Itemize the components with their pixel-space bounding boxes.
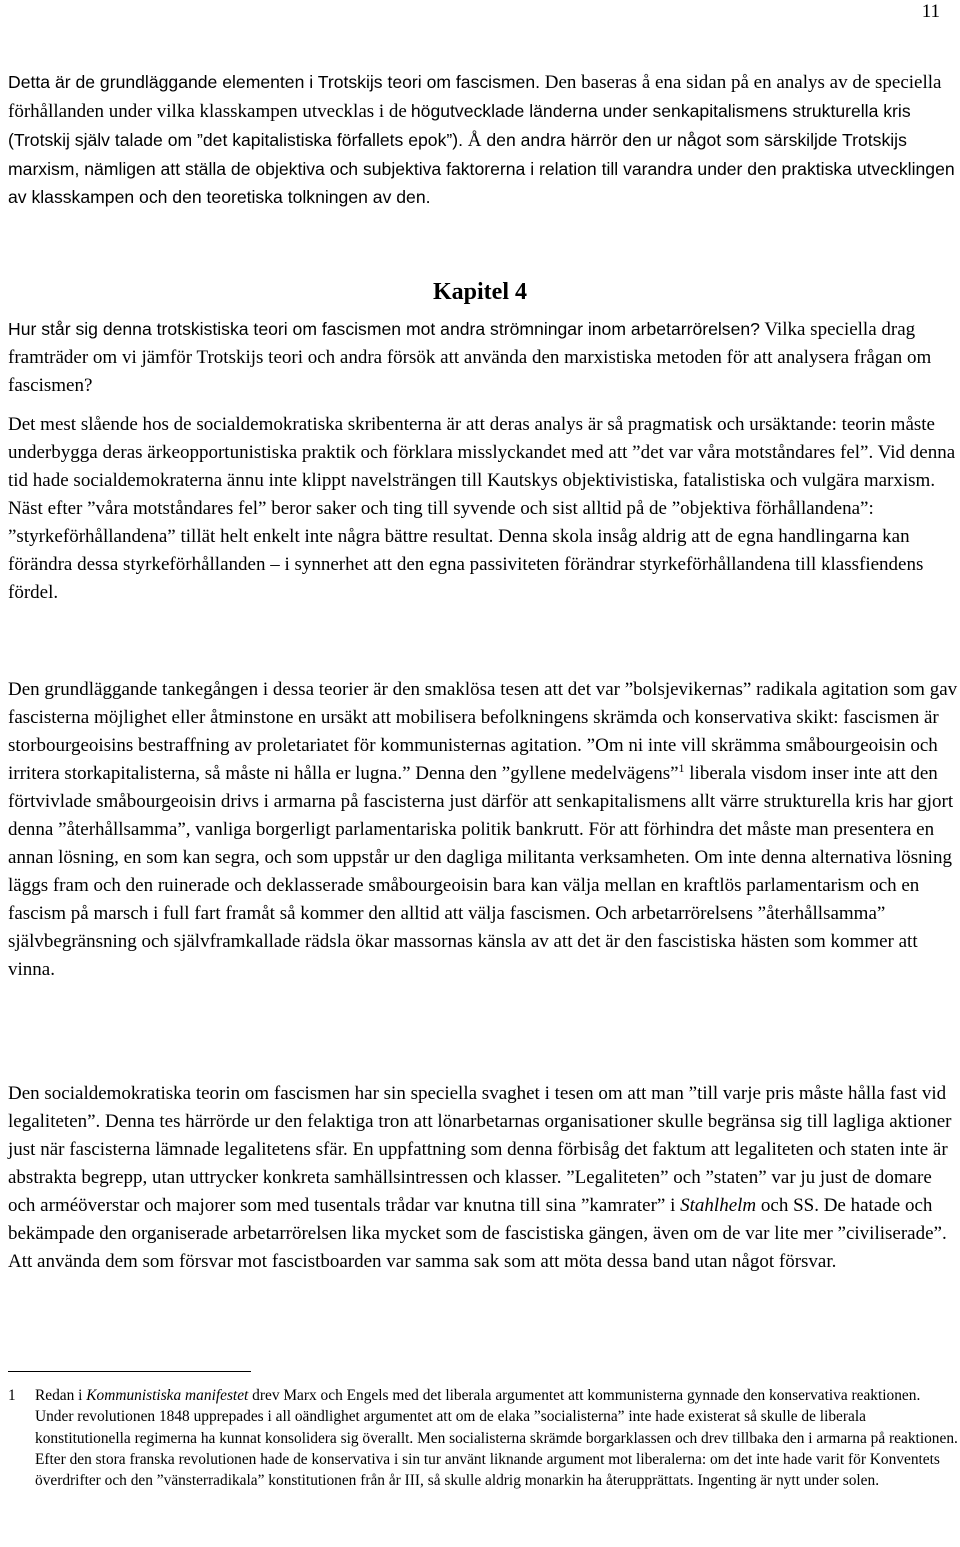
intro-text-serif-2: Å [463,130,482,151]
basic-idea-paragraph [8,676,958,984]
footnote-reference[interactable]: 1 [678,761,685,775]
footnote-divider [8,1371,251,1372]
intro-text-serif-1: Den baseras å ena sidan på en analys av de speciella förhållanden under vilka klasskampen utvecklas i de [8,72,942,122]
legality-paragraph [8,1080,958,1276]
legality-italic: Stahlhelm [680,1195,757,1216]
chapter-intro-paragraph [8,315,958,400]
chapter-intro-sans: Hur står sig denna trotskistiska teori om fascismen mot andra strömningar inom arbetarrörelsen? [8,319,760,339]
chapter-heading: Kapitel 4 [433,279,527,305]
intro-text-sans-1: Detta är de grundläggande elementen i Trotskijs teori om fascismen. [8,72,540,92]
footnote [8,1385,958,1491]
chapter-intro-serif: Vilka speciella drag framträder om vi jämför Trotskijs teori och andra försök att använda den marxistiska metoden för att analysera frågan om fascismen? [8,319,932,396]
legality-text-1: Den socialdemokratiska teorin om fascismen har sin speciella svaghet i tesen om att man ”till varje pris måste hålla fast vid legaliteten”. Denna tes härrörde ur den felaktiga tron att lönarbetarnas organisationer skulle begränsa sig till lagliga aktioner just när fascisterna lämnade legalitetens sfär. En uppfattning som denna förbisåg det faktum att legaliteten och staten inte är abstrakta begrepp, utan uttrycker konkreta samhällsintressen och klasser. ”Legaliteten” och ”staten” var ju just de domare och arméöverstar och majorer som med tusentals trådar var knutna till sina ”kamrater” i [8,1083,952,1216]
footnote-number: 1 [8,1387,16,1404]
intro-paragraph [8,68,958,211]
social-democrats-paragraph: Det mest slående hos de socialdemokratiska skribenterna är att deras analys är så pragmatisk och ursäktande: teorin måste underbygga deras ärkeopportunistiska praktik och förklara misslyckandet med att ”det var våra motståndares fel”. Vid denna tid hade socialdemokraterna ännu inte klippt navelsträngen till Kautskys objektivistiska, fatalistiska och vulgära marxism. Näst efter ”våra motståndares fel” beror saker och ting till syvende och sist alltid på de ”objektiva förhållandena”: ”styrkeförhållandena” tillät helt enkelt inte några bättre resultat. Denna skola insåg aldrig att de egna handlingarna kan förändra dessa styrkeförhållanden – i synnerhet att den egna passiviteten förändrar styrkeförhållandena till klassfiendens fördel. [8,414,956,603]
legality-text-2: och SS. De hatade och bekämpade den organiserade arbetarrörelsen lika mycket som de fascistiska gängen, även om de var lite mer ”civiliserade”. Att använda dem som försvar mot fascistboarden var samma sak som att möta dessa band utan något försvar. [8,1195,947,1272]
footnote-text [35,1385,958,1491]
basic-idea-text-1: Den grundläggande tankegången i dessa teorier är den smaklösa tesen att det var ”bolsjevikernas” radikala agitation som gav fascisterna möjlighet eller åtminstone en ursäkt att mobilisera befolkningens skrämda och konservativa skikt: fascismen är storbourgeoisins bestraffning av proletariatet för kommunisternas agitation. ”Om ni inte vill skrämma småbourgeoisin och irritera storkapitalisterna, så måste ni hålla er lugna.” Denna den ”gyllene medelvägens” [8,679,958,784]
footnote-italic: Kommunistiska manifestet [86,1387,249,1404]
intro-text-sans-3: den andra härrör den ur något som särskiljde Trotskijs marxism, nämligen att ställa de objektiva och subjektiva faktorerna i relation till varandra under den praktiska utvecklingen av klasskampen och den teoretiska tolkningen av den. [8,130,955,207]
intro-text-sans-2: högutvecklade länderna under senkapitalismens strukturella kris (Trotskij själv talade om ”det kapitalistiska förfallets epok”). [8,101,911,150]
footnote-text-2: drev Marx och Engels med det liberala argumentet att kommunisterna gynnade den konservativa reaktionen. Under revolutionen 1848 upprepades i all oändlighet argumentet att om de elaka ”socialisterna” inte hade existerat så skulle de liberala konstitutionella regimerna ha kunnat konsolidera sig överallt. Men socialisterna skrämde borgarklassen och drev tillbaka den i armarna på reaktionen. Efter den stora franska revolutionen hade de konservativa i sin tur använt liknande argument mot liberalerna: om det inte hade varit för Konventets överdrifter och den ”vänsterradikala” konstitutionen från år III, så skulle aldrig monarkin ha återupprättats. Ingenting är nytt under solen. [35,1387,958,1490]
page-number: 11 [921,1,940,22]
basic-idea-text-2: liberala visdom inser inte att den förtvivlade småbourgeoisin drivs i armarna på fascisterna just därför att senkapitalismens allt värre strukturella kris har gjort denna ”återhållsamma”, vanliga borgerligt parlamentariska politik bankrutt. För att förhindra det måste man presentera en annan lösning, en som kan segra, och som uppstår ur den dagliga militanta verksamheten. Om inte denna alternativa lösning läggs fram och den ruinerade och deklasserade småbourgeoisin bara kan välja mellan en kraftlös parlamentarism och en fascism på marsch i full fart framåt så kommer den alltid att välja fascismen. Och arbetarrörelsens ”återhållsamma” självbegränsning och självframkallade rädsla ökar massornas känsla av att det är den fascistiska hästen som kommer att vinna. [8,763,954,980]
footnote-text-1: Redan i [35,1387,87,1404]
